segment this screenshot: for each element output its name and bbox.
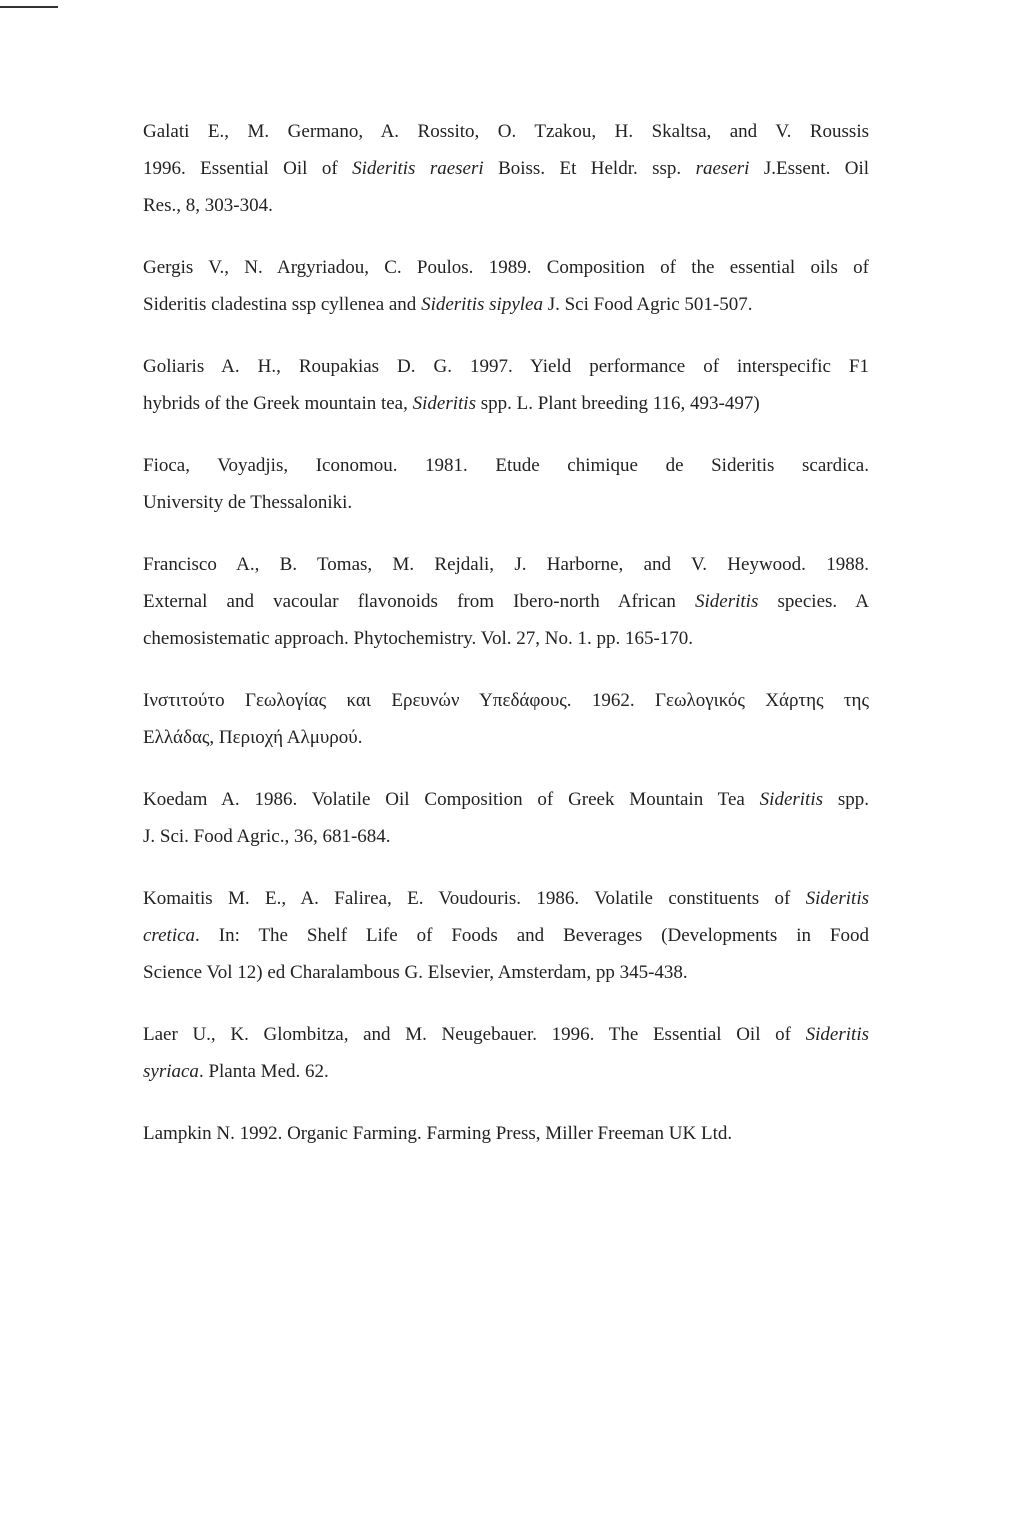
reference-line <box>143 790 869 809</box>
text-span: Lampkin N. 1992. Organic Farming. Farming Press, Miller Freeman UK Ltd. <box>143 1124 733 1143</box>
text-span: Sideritis cladestina ssp cyllenea and <box>143 295 422 314</box>
reference-entry <box>143 889 869 982</box>
reference-line <box>143 629 869 648</box>
italic-text: Sideritis raeseri <box>352 159 484 178</box>
text-span: External and vacoular flavonoids from Ibero-north African <box>143 592 696 611</box>
reference-line <box>143 196 869 215</box>
reference-line <box>143 889 869 908</box>
reference-line <box>143 555 869 574</box>
text-span: Ινστιτούτο Γεωλογίας και Ερευνών Υπεδάφους. 1962. Γεωλογικός Χάρτης της <box>143 691 869 710</box>
reference-entry <box>143 258 869 314</box>
text-span: Gergis V., N. Argyriadou, C. Poulos. 1989. Composition of the essential oils of <box>143 258 869 277</box>
italic-text: Sideritis <box>695 592 759 611</box>
italic-text: Sideritis sipylea <box>421 295 543 314</box>
text-span: Goliaris A. H., Roupakias D. G. 1997. Yield performance of interspecific F1 <box>143 357 869 376</box>
italic-text: Sideritis <box>805 1025 869 1044</box>
reference-line <box>143 295 869 314</box>
reference-entry <box>143 555 869 648</box>
top-rule <box>0 6 58 8</box>
reference-line <box>143 394 869 413</box>
italic-text: Sideritis <box>759 790 824 809</box>
reference-line <box>143 1025 869 1044</box>
reference-line <box>143 963 869 982</box>
text-span: J. Sci Food Agric 501-507. <box>542 295 753 314</box>
text-span: Res., 8, 303-304. <box>143 196 273 215</box>
text-span: . In: The Shelf Life of Foods and Beverages (Developments in Food <box>195 926 869 945</box>
reference-entry <box>143 1025 869 1081</box>
text-span: species. A <box>758 592 869 611</box>
text-span: Science Vol 12) ed Charalambous G. Elsevier, Amsterdam, pp 345-438. <box>143 963 688 982</box>
text-span: Laer U., K. Glombitza, and M. Neugebauer. 1996. The Essential Oil of <box>143 1025 806 1044</box>
text-span: Galati E., M. Germano, A. Rossito, O. Tzakou, H. Skaltsa, and V. Roussis <box>143 122 869 141</box>
reference-entry <box>143 456 869 512</box>
reference-line <box>143 592 869 611</box>
reference-entry <box>143 357 869 413</box>
text-span: spp. L. Plant breeding 116, 493-497) <box>475 394 760 413</box>
text-span: . Planta Med. 62. <box>198 1062 329 1081</box>
reference-line <box>143 728 869 747</box>
italic-text: syriaca <box>143 1062 199 1081</box>
reference-line <box>143 926 869 945</box>
reference-entry <box>143 122 869 215</box>
text-span: 1996. Essential Oil of <box>143 159 353 178</box>
text-span: chemosistematic approach. Phytochemistry. Vol. 27, No. 1. pp. 165-170. <box>143 629 694 648</box>
reference-line <box>143 122 869 141</box>
text-span: Boiss. Et Heldr. ssp. <box>483 159 696 178</box>
text-span: University de Thessaloniki. <box>143 493 353 512</box>
italic-text: Sideritis <box>805 889 869 908</box>
text-span: J. Sci. Food Agric., 36, 681-684. <box>143 827 391 846</box>
reference-line <box>143 456 869 475</box>
reference-line <box>143 691 869 710</box>
text-span: Francisco A., B. Tomas, M. Rejdali, J. Harborne, and V. Heywood. 1988. <box>143 555 869 574</box>
text-span: Ελλάδας, Περιοχή Αλμυρού. <box>143 728 363 747</box>
reference-entry <box>143 691 869 747</box>
text-span: Komaitis M. E., A. Falirea, E. Voudouris. 1986. Volatile constituents of <box>143 889 806 908</box>
reference-line <box>143 827 869 846</box>
text-span: hybrids of the Greek mountain tea, <box>143 394 413 413</box>
italic-text: cretica <box>143 926 196 945</box>
text-span: Koedam A. 1986. Volatile Oil Composition of Greek Mountain Tea <box>143 790 760 809</box>
text-span: spp. <box>823 790 869 809</box>
reference-list <box>143 122 869 1186</box>
reference-line <box>143 258 869 277</box>
italic-text: Sideritis <box>412 394 476 413</box>
reference-line <box>143 159 869 178</box>
reference-entry <box>143 1124 869 1143</box>
reference-entry <box>143 790 869 846</box>
italic-text: raeseri <box>695 159 750 178</box>
reference-line <box>143 1062 869 1081</box>
text-span: Fioca, Voyadjis, Iconomou. 1981. Etude chimique de Sideritis scardica. <box>143 456 869 475</box>
reference-line <box>143 1124 869 1143</box>
text-span: J.Essent. Oil <box>749 159 869 178</box>
reference-line <box>143 357 869 376</box>
reference-line <box>143 493 869 512</box>
